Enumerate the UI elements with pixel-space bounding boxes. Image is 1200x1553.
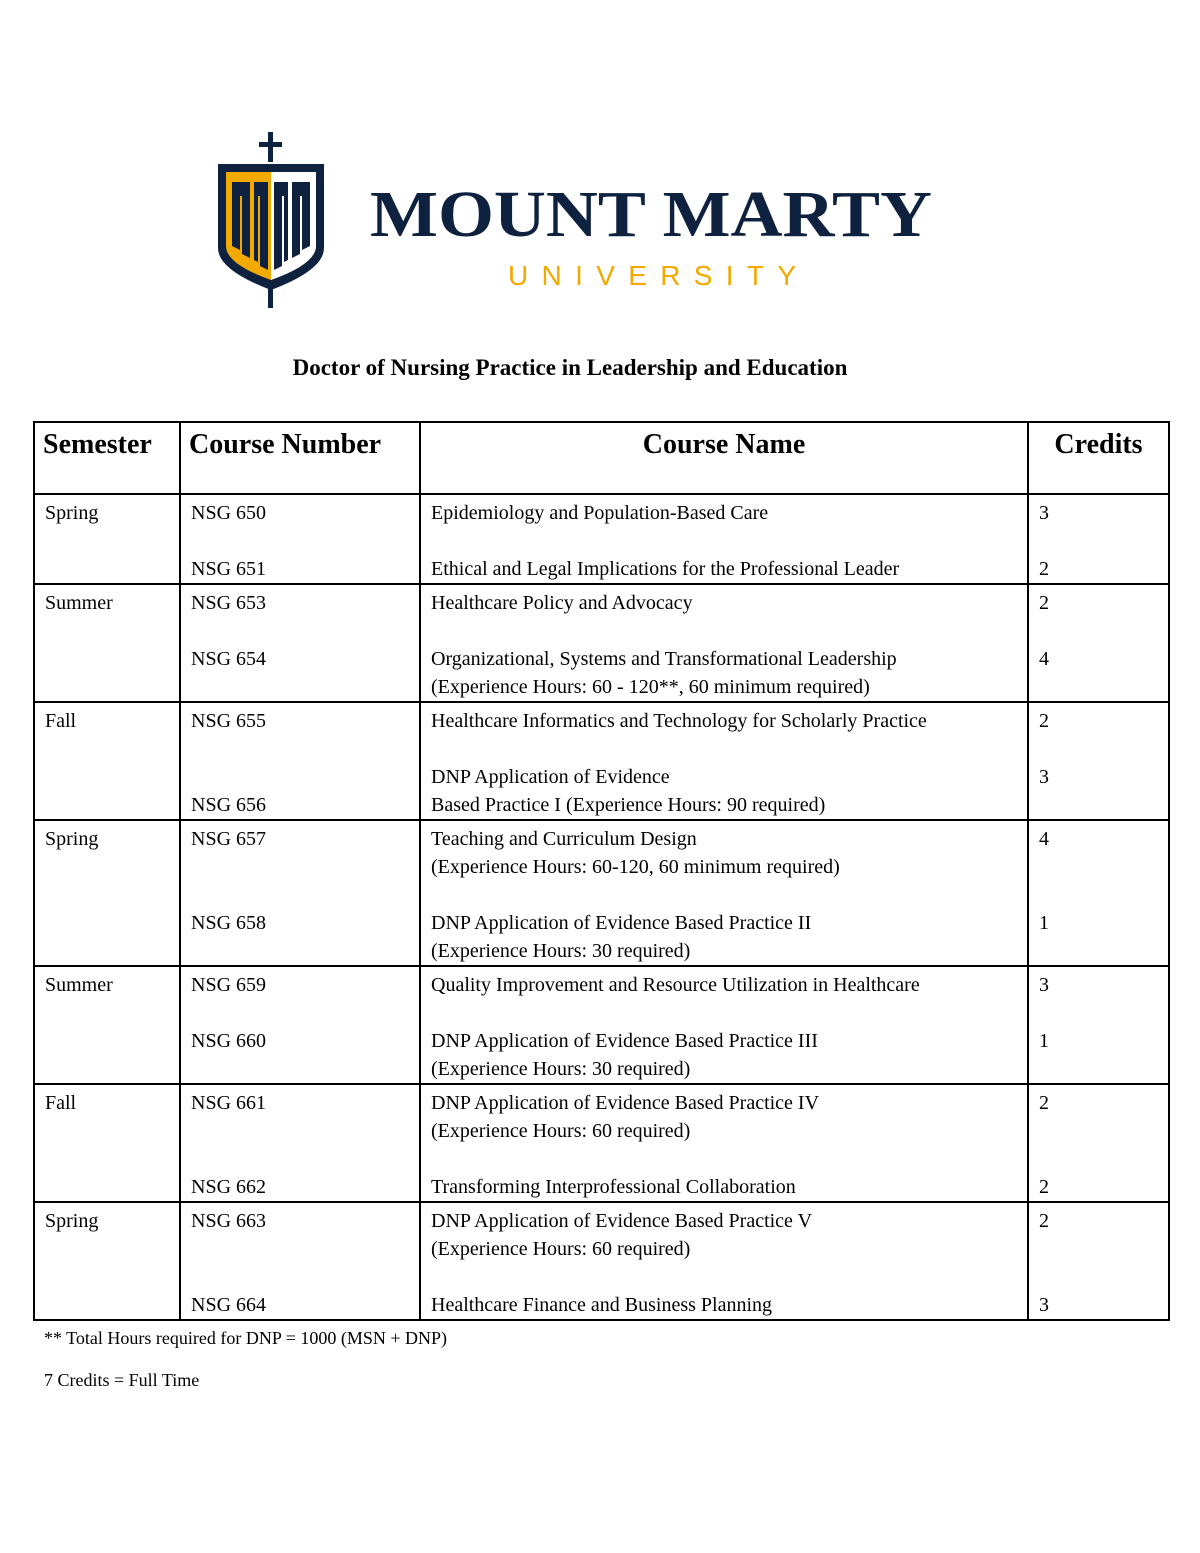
header-course-number: Course Number — [180, 422, 420, 494]
credits-line: 2 — [1039, 558, 1049, 580]
course-number-line: NSG 663 — [191, 1210, 267, 1232]
course-name-line: DNP Application of Evidence Based Practice V — [431, 1210, 813, 1232]
table-row — [34, 966, 1169, 1084]
semester-cell — [34, 702, 180, 820]
course-name-line — [431, 1145, 1017, 1173]
semester-cell — [34, 820, 180, 966]
header-credits: Credits — [1028, 422, 1169, 494]
course-name-line: Healthcare Policy and Advocacy — [431, 592, 693, 614]
course-number-cell — [180, 584, 420, 702]
course-name-line: (Experience Hours: 60 - 120**, 60 minimum required) — [431, 676, 870, 698]
credits-cell — [1028, 1084, 1169, 1202]
course-name-line: Healthcare Finance and Business Planning — [431, 1294, 773, 1316]
credits-line: 2 — [1039, 710, 1049, 732]
course-number-line — [191, 527, 409, 555]
course-name-line: Organizational, Systems and Transformational Leadership — [431, 648, 897, 670]
page-title: Doctor of Nursing Practice in Leadership and Education — [292, 355, 848, 380]
semester-label: Summer — [45, 592, 113, 614]
course-name-line: Epidemiology and Population-Based Care — [431, 502, 769, 524]
course-number-line: NSG 656 — [191, 794, 267, 816]
course-number-line — [191, 937, 409, 965]
credits-line — [1039, 617, 1158, 645]
course-number-line — [191, 1263, 409, 1291]
course-name-line: Quality Improvement and Resource Utilization in Healthcare — [431, 974, 920, 996]
semester-label: Fall — [45, 710, 77, 732]
credits-cell — [1028, 966, 1169, 1084]
course-number-line — [191, 763, 409, 791]
course-number-line — [191, 853, 409, 881]
course-number-line: NSG 660 — [191, 1030, 267, 1052]
course-name-line: Ethical and Legal Implications for the Professional Leader — [431, 558, 900, 580]
credits-line — [1039, 527, 1158, 555]
credits-line — [1039, 1055, 1158, 1083]
table-row — [34, 1202, 1169, 1320]
semester-cell — [34, 1202, 180, 1320]
course-number-line — [191, 999, 409, 1027]
course-number-cell — [180, 820, 420, 966]
course-number-line: NSG 650 — [191, 502, 267, 524]
course-number-cell — [180, 494, 420, 584]
credits-line — [1039, 999, 1158, 1027]
table-row — [34, 494, 1169, 584]
semester-cell — [34, 584, 180, 702]
table-header-row — [34, 422, 1169, 494]
semester-label: Spring — [45, 502, 99, 524]
university-logo — [214, 130, 944, 310]
credits-cell — [1028, 702, 1169, 820]
course-name-line: (Experience Hours: 30 required) — [431, 1058, 691, 1080]
semester-label: Summer — [45, 974, 113, 996]
shield-crest-icon — [218, 164, 324, 290]
credits-cell — [1028, 584, 1169, 702]
credits-line: 4 — [1039, 828, 1049, 850]
footnote-full-time: 7 Credits = Full Time — [44, 1370, 200, 1390]
semester-cell — [34, 966, 180, 1084]
logo-name: MOUNT MARTY — [370, 178, 932, 251]
credits-line — [1039, 1145, 1158, 1173]
table-row — [34, 584, 1169, 702]
course-number-cell — [180, 1084, 420, 1202]
course-name-line: Teaching and Curriculum Design — [431, 828, 697, 850]
course-name-line: DNP Application of Evidence Based Practice III — [431, 1030, 818, 1052]
course-name-line: (Experience Hours: 30 required) — [431, 940, 691, 962]
credits-line: 1 — [1039, 912, 1049, 934]
course-number-cell — [180, 966, 420, 1084]
header-course-name: Course Name — [420, 422, 1028, 494]
course-name-cell — [420, 966, 1028, 1084]
credits-line — [1039, 791, 1158, 819]
credits-line — [1039, 937, 1158, 965]
course-name-line — [431, 1263, 1017, 1291]
course-name-line: (Experience Hours: 60-120, 60 minimum required) — [431, 856, 840, 878]
course-schedule-table — [33, 421, 1170, 1321]
course-name-line: Healthcare Informatics and Technology for Scholarly Practice — [431, 710, 927, 732]
table-row — [34, 820, 1169, 966]
credits-line: 2 — [1039, 1092, 1049, 1114]
course-number-line — [191, 1235, 409, 1263]
course-name-line — [431, 617, 1017, 645]
table-row — [34, 702, 1169, 820]
course-number-line: NSG 651 — [191, 558, 267, 580]
course-name-line — [431, 527, 1017, 555]
course-number-line: NSG 655 — [191, 710, 267, 732]
course-number-line: NSG 661 — [191, 1092, 267, 1114]
footnote-total-hours: ** Total Hours required for DNP = 1000 (MSN + DNP) — [44, 1328, 448, 1348]
course-number-line: NSG 664 — [191, 1294, 267, 1316]
credits-cell — [1028, 494, 1169, 584]
course-number-line — [191, 617, 409, 645]
course-name-line: DNP Application of Evidence Based Practice II — [431, 912, 812, 934]
credits-line — [1039, 735, 1158, 763]
course-number-line — [191, 1145, 409, 1173]
course-name-line — [431, 881, 1017, 909]
course-name-line: (Experience Hours: 60 required) — [431, 1238, 691, 1260]
credits-line: 3 — [1039, 502, 1049, 524]
semester-label: Spring — [45, 828, 99, 850]
table-row — [34, 1084, 1169, 1202]
course-number-line — [191, 673, 409, 701]
logo-subtitle: UNIVERSITY — [508, 260, 796, 291]
course-name-line: DNP Application of Evidence Based Practice IV — [431, 1092, 820, 1114]
course-name-cell — [420, 702, 1028, 820]
credits-line: 3 — [1039, 1294, 1049, 1316]
course-number-line — [191, 1055, 409, 1083]
course-number-line: NSG 662 — [191, 1176, 267, 1198]
course-number-line: NSG 654 — [191, 648, 267, 670]
credits-line — [1039, 853, 1158, 881]
credits-line — [1039, 1235, 1158, 1263]
credits-line — [1039, 1263, 1158, 1291]
credits-line: 2 — [1039, 1176, 1049, 1198]
credits-line — [1039, 673, 1158, 701]
semester-label: Spring — [45, 1210, 99, 1232]
credits-line: 4 — [1039, 648, 1049, 670]
credits-line: 1 — [1039, 1030, 1049, 1052]
course-number-line: NSG 653 — [191, 592, 267, 614]
semester-label: Fall — [45, 1092, 77, 1114]
credits-line — [1039, 881, 1158, 909]
course-name-line: (Experience Hours: 60 required) — [431, 1120, 691, 1142]
semester-cell — [34, 1084, 180, 1202]
course-name-line: DNP Application of Evidence — [431, 766, 670, 788]
header-semester: Semester — [34, 422, 180, 494]
course-number-line — [191, 1117, 409, 1145]
credits-line: 3 — [1039, 974, 1049, 996]
course-number-cell — [180, 702, 420, 820]
course-name-line — [431, 735, 1017, 763]
course-name-cell — [420, 1202, 1028, 1320]
course-name-cell — [420, 820, 1028, 966]
course-name-cell — [420, 494, 1028, 584]
course-name-line: Based Practice I (Experience Hours: 90 required) — [431, 794, 826, 816]
course-number-line — [191, 735, 409, 763]
course-number-line: NSG 659 — [191, 974, 267, 996]
credits-cell — [1028, 1202, 1169, 1320]
course-number-line — [191, 881, 409, 909]
credits-line: 2 — [1039, 592, 1049, 614]
credits-cell — [1028, 820, 1169, 966]
semester-cell — [34, 494, 180, 584]
course-name-line: Transforming Interprofessional Collaboration — [431, 1176, 796, 1198]
course-name-cell — [420, 1084, 1028, 1202]
course-name-line — [431, 999, 1017, 1027]
credits-line: 3 — [1039, 766, 1049, 788]
credits-line: 2 — [1039, 1210, 1049, 1232]
course-number-line: NSG 658 — [191, 912, 267, 934]
course-name-cell — [420, 584, 1028, 702]
course-number-cell — [180, 1202, 420, 1320]
credits-line — [1039, 1117, 1158, 1145]
course-number-line: NSG 657 — [191, 828, 267, 850]
